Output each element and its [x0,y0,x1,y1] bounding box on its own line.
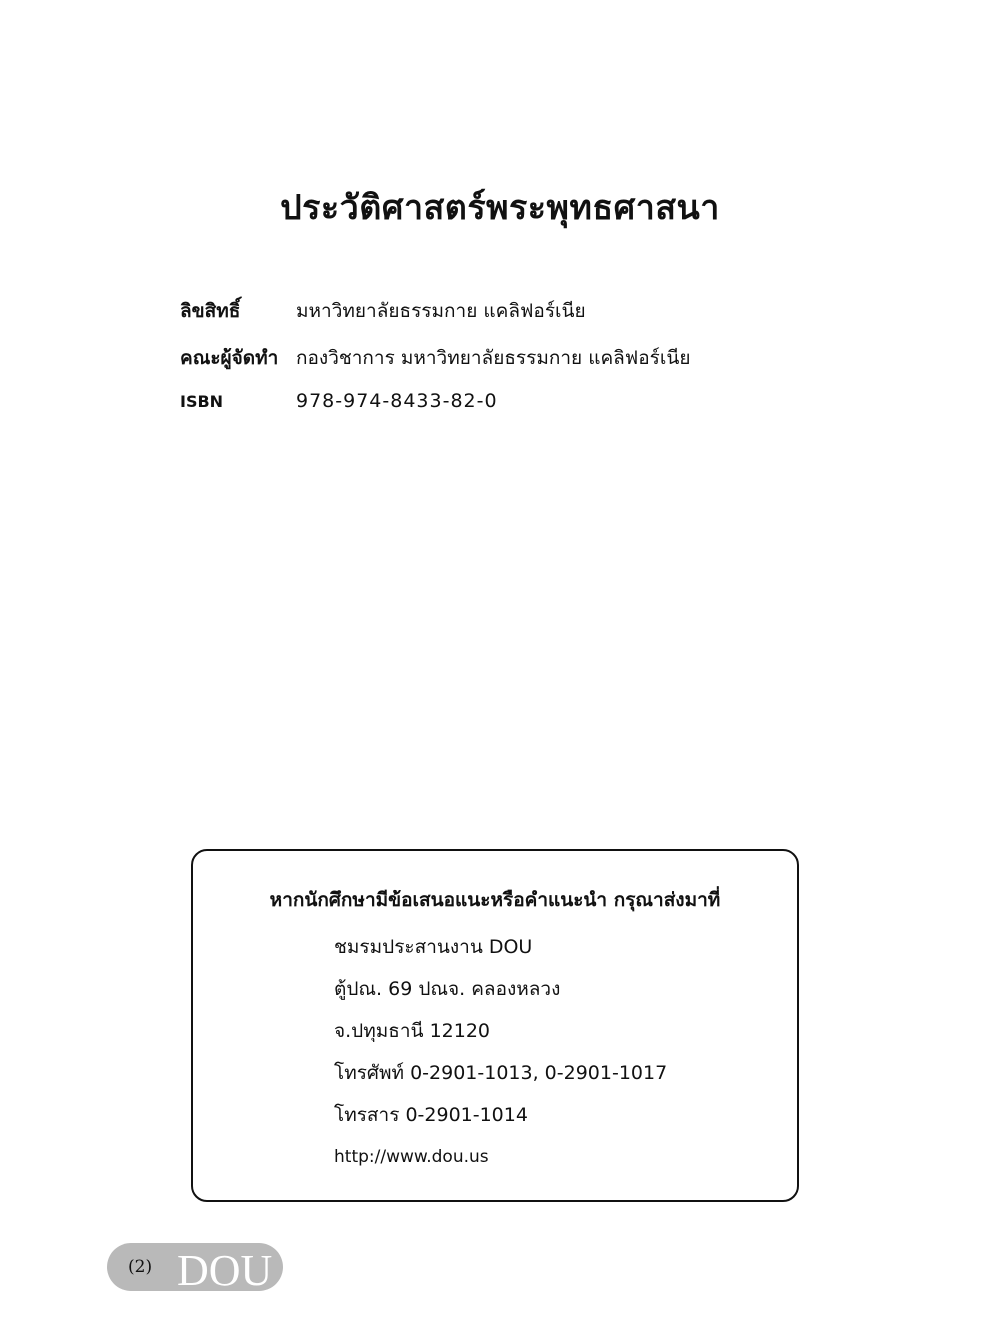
contact-website-link[interactable]: http://www.dou.us [334,1147,489,1167]
contact-fax: โทรสาร 0-2901-1014 [334,1104,528,1126]
contact-phone: โทรศัพท์ 0-2901-1013, 0-2901-1017 [334,1062,668,1084]
copyright-label: ลิขสิทธิ์ [180,300,241,322]
isbn-row [180,390,880,437]
authors-value: กองวิชาการ มหาวิทยาลัยธรรมกาย แคลิฟอร์เนีย [296,347,691,369]
contact-org: ชมรมประสานงาน DOU [334,936,533,958]
authors-row [180,343,880,390]
page-number: (2) [128,1257,153,1277]
isbn-label: ISBN [180,392,224,411]
book-info [180,296,880,437]
page-badge [107,1243,283,1295]
contact-heading: หากนักศึกษามีข้อเสนอแนะหรือคำแนะนำ กรุณาส่งมาที่ [269,889,721,911]
copyright-value: มหาวิทยาลัยธรรมกาย แคลิฟอร์เนีย [296,300,586,322]
copyright-row [180,296,880,343]
page-title: ประวัติศาสตร์พระพุทธศาสนา [280,188,720,228]
authors-label: คณะผู้จัดทำ [180,347,279,369]
contact-box [191,849,799,1202]
dou-logo: DOU [177,1246,273,1295]
isbn-value: 978-974-8433-82-0 [296,390,498,412]
contact-province: จ.ปทุมธานี 12120 [334,1020,491,1042]
contact-po-box: ตู้ปณ. 69 ปณจ. คลองหลวง [334,978,561,1000]
contact-address [334,933,667,1185]
